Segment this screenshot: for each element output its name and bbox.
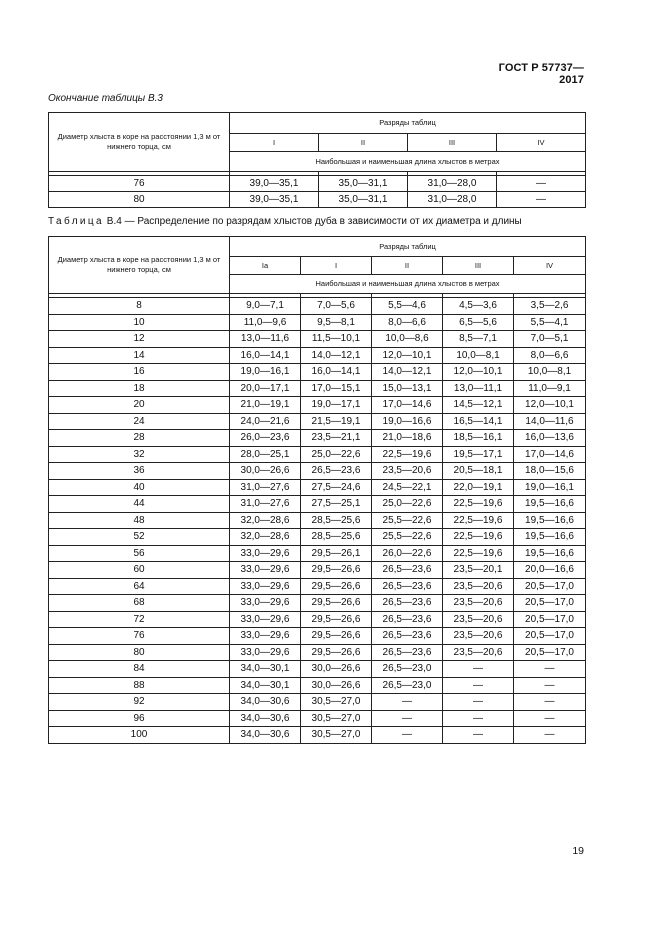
length-range-cell: 20,5—17,0 [514, 578, 586, 595]
length-range-cell: 12,0—10,1 [443, 364, 514, 381]
length-range-cell: — [514, 710, 586, 727]
table-row [49, 364, 586, 381]
length-range-cell: 39,0—35,1 [230, 192, 319, 208]
diameter-cell: 32 [49, 446, 230, 463]
length-range-cell: 30,5—27,0 [301, 710, 372, 727]
length-range-cell: 23,5—20,6 [443, 644, 514, 661]
table-row [49, 545, 586, 562]
length-range-cell: 8,5—7,1 [443, 331, 514, 348]
length-range-cell: 16,5—14,1 [443, 413, 514, 430]
length-range-cell: 14,5—12,1 [443, 397, 514, 414]
length-range-cell: 25,0—22,6 [301, 446, 372, 463]
table4-col-header: I [301, 257, 372, 275]
diameter-cell: 72 [49, 611, 230, 628]
table-row [49, 463, 586, 480]
length-range-cell: 30,0—26,6 [301, 677, 372, 694]
length-range-cell: 21,0—19,1 [230, 397, 301, 414]
length-range-cell: — [514, 661, 586, 678]
diameter-cell: 12 [49, 331, 230, 348]
length-range-cell: 11,0—9,6 [230, 314, 301, 331]
length-range-cell: 22,5—19,6 [443, 512, 514, 529]
table-row [49, 529, 586, 546]
length-range-cell: 17,0—14,6 [514, 446, 586, 463]
table-row [49, 562, 586, 579]
length-range-cell: 29,5—26,6 [301, 562, 372, 579]
document-code: ГОСТ Р 57737—2017 [498, 62, 584, 86]
length-range-cell: 30,0—26,6 [301, 661, 372, 678]
table-row [49, 380, 586, 397]
length-range-cell: 30,0—26,6 [230, 463, 301, 480]
length-range-cell: 15,0—13,1 [372, 380, 443, 397]
length-range-cell: 30,5—27,0 [301, 727, 372, 744]
table3-group-header: Разряды таблиц [230, 113, 586, 134]
diameter-cell: 56 [49, 545, 230, 562]
length-range-cell: 23,5—20,1 [443, 562, 514, 579]
length-range-cell: 16,0—14,1 [301, 364, 372, 381]
length-range-cell: 13,0—11,1 [443, 380, 514, 397]
length-range-cell: 25,5—22,6 [372, 512, 443, 529]
length-range-cell: 30,5—27,0 [301, 694, 372, 711]
diameter-cell: 28 [49, 430, 230, 447]
length-range-cell: 33,0—29,6 [230, 578, 301, 595]
length-range-cell: 22,5—19,6 [443, 496, 514, 513]
length-range-cell: 5,5—4,6 [372, 298, 443, 315]
table-row [49, 644, 586, 661]
length-range-cell: 23,5—20,6 [443, 578, 514, 595]
diameter-cell: 80 [49, 644, 230, 661]
length-range-cell: 19,0—17,1 [301, 397, 372, 414]
table-row [49, 677, 586, 694]
length-range-cell: 33,0—29,6 [230, 628, 301, 645]
table-row [49, 611, 586, 628]
length-range-cell: — [497, 176, 586, 192]
length-range-cell: 27,5—24,6 [301, 479, 372, 496]
diameter-cell: 18 [49, 380, 230, 397]
table-row [49, 578, 586, 595]
diameter-cell: 96 [49, 710, 230, 727]
length-range-cell: 8,0—6,6 [514, 347, 586, 364]
table-row [49, 661, 586, 678]
length-range-cell: 9,0—7,1 [230, 298, 301, 315]
length-range-cell: 24,0—21,6 [230, 413, 301, 430]
length-range-cell: 31,0—28,0 [408, 192, 497, 208]
length-range-cell: 32,0—28,6 [230, 529, 301, 546]
length-range-cell: 13,0—11,6 [230, 331, 301, 348]
length-range-cell: 19,5—17,1 [443, 446, 514, 463]
diameter-cell: 10 [49, 314, 230, 331]
table4-caption-prefix: Таблица [48, 216, 105, 227]
length-range-cell: — [443, 677, 514, 694]
diameter-cell: 80 [49, 192, 230, 208]
length-range-cell: 27,5—25,1 [301, 496, 372, 513]
table-row [49, 192, 586, 208]
table4-col-header: III [443, 257, 514, 275]
diameter-cell: 76 [49, 176, 230, 192]
length-range-cell: 31,0—27,6 [230, 496, 301, 513]
length-range-cell: 9,5—8,1 [301, 314, 372, 331]
diameter-cell: 44 [49, 496, 230, 513]
diameter-cell: 88 [49, 677, 230, 694]
length-range-cell: 19,5—16,6 [514, 545, 586, 562]
length-range-cell: 3,5—2,6 [514, 298, 586, 315]
length-range-cell: — [372, 727, 443, 744]
table-row [49, 413, 586, 430]
length-range-cell: 24,5—22,1 [372, 479, 443, 496]
table-row [49, 430, 586, 447]
length-range-cell: 10,0—8,6 [372, 331, 443, 348]
length-range-cell: 10,0—8,1 [514, 364, 586, 381]
table3-col-header: III [408, 134, 497, 152]
diameter-cell: 64 [49, 578, 230, 595]
table-b3 [48, 112, 586, 208]
length-range-cell: 19,5—16,6 [514, 496, 586, 513]
length-range-cell: 33,0—29,6 [230, 562, 301, 579]
length-range-cell: 29,5—26,6 [301, 644, 372, 661]
length-range-cell: — [372, 710, 443, 727]
length-range-cell: 34,0—30,1 [230, 661, 301, 678]
length-range-cell: 34,0—30,6 [230, 727, 301, 744]
length-range-cell: 29,5—26,6 [301, 595, 372, 612]
diameter-cell: 36 [49, 463, 230, 480]
diameter-cell: 48 [49, 512, 230, 529]
table3-col-header: IV [497, 134, 586, 152]
table-row [49, 710, 586, 727]
length-range-cell: 34,0—30,1 [230, 677, 301, 694]
table-row [49, 298, 586, 315]
table3-subheader: Наибольшая и наименьшая длина хлыстов в метрах [230, 152, 586, 172]
table-row [49, 628, 586, 645]
length-range-cell: 20,5—18,1 [443, 463, 514, 480]
length-range-cell: 28,5—25,6 [301, 529, 372, 546]
length-range-cell: 21,0—18,6 [372, 430, 443, 447]
table-row [49, 694, 586, 711]
length-range-cell: 35,0—31,1 [319, 192, 408, 208]
table4-subheader: Наибольшая и наименьшая длина хлыстов в метрах [230, 275, 586, 294]
length-range-cell: 26,5—23,6 [372, 578, 443, 595]
length-range-cell: 25,5—22,6 [372, 529, 443, 546]
table3-continuation-title: Окончание таблицы В.3 [48, 93, 163, 104]
length-range-cell: 39,0—35,1 [230, 176, 319, 192]
length-range-cell: 7,0—5,6 [301, 298, 372, 315]
length-range-cell: 11,5—10,1 [301, 331, 372, 348]
length-range-cell: 14,0—12,1 [372, 364, 443, 381]
length-range-cell: — [497, 192, 586, 208]
table-row [49, 347, 586, 364]
length-range-cell: — [443, 661, 514, 678]
length-range-cell: 26,5—23,6 [372, 595, 443, 612]
length-range-cell: 16,0—14,1 [230, 347, 301, 364]
length-range-cell: 35,0—31,1 [319, 176, 408, 192]
length-range-cell: — [372, 694, 443, 711]
table4-col-header: II [372, 257, 443, 275]
length-range-cell: 20,0—17,1 [230, 380, 301, 397]
diameter-cell: 52 [49, 529, 230, 546]
length-range-cell: 18,5—16,1 [443, 430, 514, 447]
table4-row-header: Диаметр хлыста в коре на расстоянии 1,3 м от нижнего торца, см [49, 237, 230, 294]
length-range-cell: 18,0—15,6 [514, 463, 586, 480]
length-range-cell: 21,5—19,1 [301, 413, 372, 430]
diameter-cell: 8 [49, 298, 230, 315]
length-range-cell: 28,0—25,1 [230, 446, 301, 463]
length-range-cell: 20,5—17,0 [514, 595, 586, 612]
length-range-cell: 5,5—4,1 [514, 314, 586, 331]
length-range-cell: 31,0—28,0 [408, 176, 497, 192]
length-range-cell: 25,0—22,6 [372, 496, 443, 513]
table3-row-header: Диаметр хлыста в коре на расстоянии 1,3 м от нижнего торца, см [49, 113, 230, 172]
table3-col-header: I [230, 134, 319, 152]
table-row [49, 176, 586, 192]
length-range-cell: 26,5—23,6 [372, 644, 443, 661]
table4-caption-text: В.4 — Распределение по разрядам хлыстов дуба в зависимости от их диаметра и длины [104, 216, 522, 227]
length-range-cell: 22,0—19,1 [443, 479, 514, 496]
length-range-cell: — [514, 694, 586, 711]
length-range-cell: 26,5—23,0 [372, 677, 443, 694]
length-range-cell: 20,0—16,6 [514, 562, 586, 579]
table-b4 [48, 236, 586, 744]
length-range-cell: 23,5—21,1 [301, 430, 372, 447]
length-range-cell: 33,0—29,6 [230, 611, 301, 628]
length-range-cell: 26,5—23,6 [301, 463, 372, 480]
diameter-cell: 92 [49, 694, 230, 711]
diameter-cell: 24 [49, 413, 230, 430]
length-range-cell: 12,0—10,1 [372, 347, 443, 364]
length-range-cell: 32,0—28,6 [230, 512, 301, 529]
length-range-cell: 4,5—3,6 [443, 298, 514, 315]
table4-col-header: IV [514, 257, 586, 275]
diameter-cell: 100 [49, 727, 230, 744]
length-range-cell: 22,5—19,6 [443, 545, 514, 562]
length-range-cell: 10,0—8,1 [443, 347, 514, 364]
length-range-cell: 20,5—17,0 [514, 611, 586, 628]
length-range-cell: 33,0—29,6 [230, 595, 301, 612]
length-range-cell: 28,5—25,6 [301, 512, 372, 529]
table-row [49, 496, 586, 513]
length-range-cell: 16,0—13,6 [514, 430, 586, 447]
length-range-cell: — [443, 727, 514, 744]
length-range-cell: — [443, 694, 514, 711]
table-row [49, 314, 586, 331]
length-range-cell: 20,5—17,0 [514, 644, 586, 661]
length-range-cell: 19,5—16,6 [514, 529, 586, 546]
diameter-cell: 76 [49, 628, 230, 645]
length-range-cell: 31,0—27,6 [230, 479, 301, 496]
length-range-cell: 14,0—12,1 [301, 347, 372, 364]
length-range-cell: 23,5—20,6 [443, 595, 514, 612]
length-range-cell: 19,5—16,6 [514, 512, 586, 529]
table4-caption [48, 216, 522, 227]
length-range-cell: 29,5—26,6 [301, 611, 372, 628]
diameter-cell: 68 [49, 595, 230, 612]
diameter-cell: 84 [49, 661, 230, 678]
length-range-cell: 29,5—26,6 [301, 578, 372, 595]
table-row [49, 479, 586, 496]
length-range-cell: 7,0—5,1 [514, 331, 586, 348]
length-range-cell: 8,0—6,6 [372, 314, 443, 331]
length-range-cell: 6,5—5,6 [443, 314, 514, 331]
length-range-cell: 26,0—23,6 [230, 430, 301, 447]
diameter-cell: 16 [49, 364, 230, 381]
length-range-cell: 22,5—19,6 [372, 446, 443, 463]
length-range-cell: 17,0—15,1 [301, 380, 372, 397]
length-range-cell: 33,0—29,6 [230, 644, 301, 661]
length-range-cell: 23,5—20,6 [372, 463, 443, 480]
length-range-cell: 26,5—23,0 [372, 661, 443, 678]
length-range-cell: 19,0—16,6 [372, 413, 443, 430]
length-range-cell: 26,5—23,6 [372, 611, 443, 628]
length-range-cell: — [443, 710, 514, 727]
table3-col-header: II [319, 134, 408, 152]
length-range-cell: 14,0—11,6 [514, 413, 586, 430]
length-range-cell: 17,0—14,6 [372, 397, 443, 414]
table-row [49, 727, 586, 744]
length-range-cell: 23,5—20,6 [443, 628, 514, 645]
diameter-cell: 20 [49, 397, 230, 414]
table-row [49, 397, 586, 414]
table-row [49, 446, 586, 463]
table-row [49, 331, 586, 348]
length-range-cell: 19,0—16,1 [514, 479, 586, 496]
length-range-cell: 12,0—10,1 [514, 397, 586, 414]
page-number: 19 [572, 845, 584, 857]
length-range-cell: 22,5—19,6 [443, 529, 514, 546]
length-range-cell: 33,0—29,6 [230, 545, 301, 562]
length-range-cell: 29,5—26,6 [301, 628, 372, 645]
length-range-cell: 29,5—26,1 [301, 545, 372, 562]
diameter-cell: 60 [49, 562, 230, 579]
length-range-cell: 34,0—30,6 [230, 694, 301, 711]
table-row [49, 512, 586, 529]
table4-group-header: Разряды таблиц [230, 237, 586, 257]
length-range-cell: 23,5—20,6 [443, 611, 514, 628]
table-row [49, 595, 586, 612]
length-range-cell: 19,0—16,1 [230, 364, 301, 381]
length-range-cell: — [514, 727, 586, 744]
length-range-cell: 20,5—17,0 [514, 628, 586, 645]
length-range-cell: 34,0—30,6 [230, 710, 301, 727]
length-range-cell: 11,0—9,1 [514, 380, 586, 397]
diameter-cell: 14 [49, 347, 230, 364]
table4-col-header: Ia [230, 257, 301, 275]
length-range-cell: 26,5—23,6 [372, 562, 443, 579]
length-range-cell: — [514, 677, 586, 694]
diameter-cell: 40 [49, 479, 230, 496]
length-range-cell: 26,0—22,6 [372, 545, 443, 562]
length-range-cell: 26,5—23,6 [372, 628, 443, 645]
